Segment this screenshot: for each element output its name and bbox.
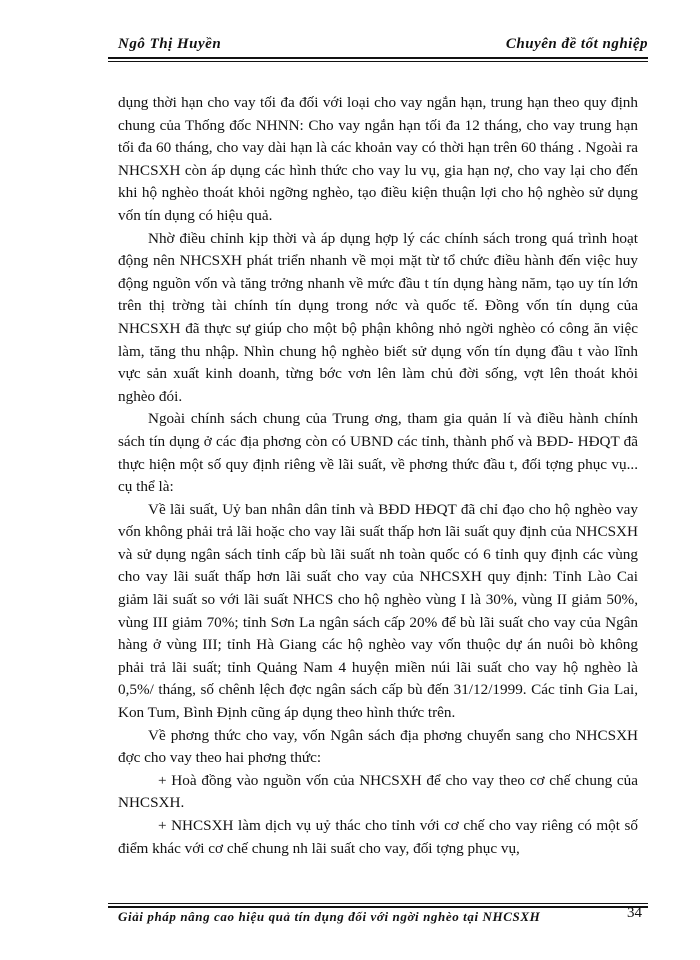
paragraph: Về lãi suất, Uỷ ban nhân dân tỉnh và BĐD HĐQT đã chỉ đạo cho hộ nghèo vay vốn không phải trả lãi hoặc cho vay lãi suất thấp hơn lãi suất quy định của NHCSXH và sử dụng ngân sách tỉnh cấp bù lãi suất nh toàn quốc có 6 tỉnh quy định các vùng cho vay lãi suất thấp hơn lãi suất cho vay của NHCSXH quy định: Tỉnh Lào Cai giảm lãi suất so với lãi suất NHCS cho hộ nghèo vùng I là 30%, vùng II giảm 50%, vùng III giảm 70%; tỉnh Sơn La ngân sách cấp 20% để bù lãi suất cho vay của Ngân hàng ở vùng III; tỉnh Hà Giang các hộ nghèo vay vốn thuộc dự án nuôi bò không phải trả lãi suất; tỉnh Quảng Nam 4 huyện miền núi lãi suất cho vay hộ nghèo là 0,5%/ tháng, số chênh lệch đợc ngân sách cấp bù đến 31/12/1999. Các tỉnh Gia Lai, Kon Tum, Bình Định cũng áp dụng theo hình thức trên.	[118, 500, 638, 722]
footer-divider	[108, 906, 648, 908]
footer-divider-thin	[108, 903, 648, 904]
header-divider-thin	[108, 61, 648, 62]
document-body	[118, 92, 638, 860]
paragraph-continued: dụng thời hạn cho vay tối đa đối với loại cho vay ngắn hạn, trung hạn theo quy định chung của Thống đốc NHNN: Cho vay ngắn hạn tối đa 12 tháng, cho vay trung hạn tối đa 60 tháng, cho vay dài hạn là các khoản vay có thời hạn trên 60 tháng . Ngoài ra NHCSXH còn áp dụng các hình thức cho vay lu vụ, gia hạn nợ, cho vay lại cho đến khi hộ nghèo thoát khỏi ngỡng nghèo, tạo điều kiện thuận lợi cho hộ nghèo sử dụng vốn tín dụng có hiệu quả.	[118, 94, 638, 224]
footer-thesis-title: Giải pháp nâng cao hiệu quả tín dụng đối với ngời nghèo tại NHCSXH	[118, 909, 541, 924]
bullet-paragraph: + Hoà đồng vào nguồn vốn của NHCSXH để cho vay theo cơ chế chung của NHCSXH.	[118, 771, 638, 812]
header-author: Ngô Thị Huyền	[118, 36, 222, 52]
bullet-paragraph: + NHCSXH làm dịch vụ uỷ thác cho tỉnh với cơ chế cho vay riêng có một số điểm khác với cơ chế chung nh lãi suất cho vay, đối tợng phục vụ,	[118, 817, 638, 857]
paragraph: Về phơng thức cho vay, vốn Ngân sách địa phơng chuyển sang cho NHCSXH đợc cho vay theo hai phơng thức:	[118, 726, 638, 767]
page-number: 34	[627, 905, 642, 921]
paragraph: Nhờ điều chỉnh kịp thời và áp dụng hợp lý các chính sách trong quá trình hoạt động nên NHCSXH phát triển nhanh về mọi mặt từ tổ chức điều hành đến việc huy động nguồn vốn và tăng trởng nhanh về mức đầu t tín dụng hàng năm, tạo uy tín lớn trên thị trờng tài chính tín dụng trong nớc và quốc tế. Đồng vốn tín dụng của NHCSXH đã thực sự giúp cho một bộ phận không nhỏ ngời nghèo có công ăn việc làm, tăng thu nhập. Nhìn chung hộ nghèo biết sử dụng vốn tín dụng đầu t vào lĩnh vực sản xuất kinh doanh, từng bớc vơn lên làm chủ đời sống, vợt lên thoát khỏi nghèo đói.	[118, 229, 638, 405]
header-doc-type: Chuyên đề tốt nghiệp	[505, 36, 648, 52]
header-divider	[108, 57, 648, 59]
paragraph: Ngoài chính sách chung của Trung ơng, tham gia quản lí và điều hành chính sách tín dụng ở các địa phơng còn có UBND các tỉnh, thành phố và BĐD- HĐQT đã thực hiện một số quy định riêng về lãi suất, về phơng thức đầu t, đối tợng phục vụ... cụ thể là:	[118, 410, 638, 496]
